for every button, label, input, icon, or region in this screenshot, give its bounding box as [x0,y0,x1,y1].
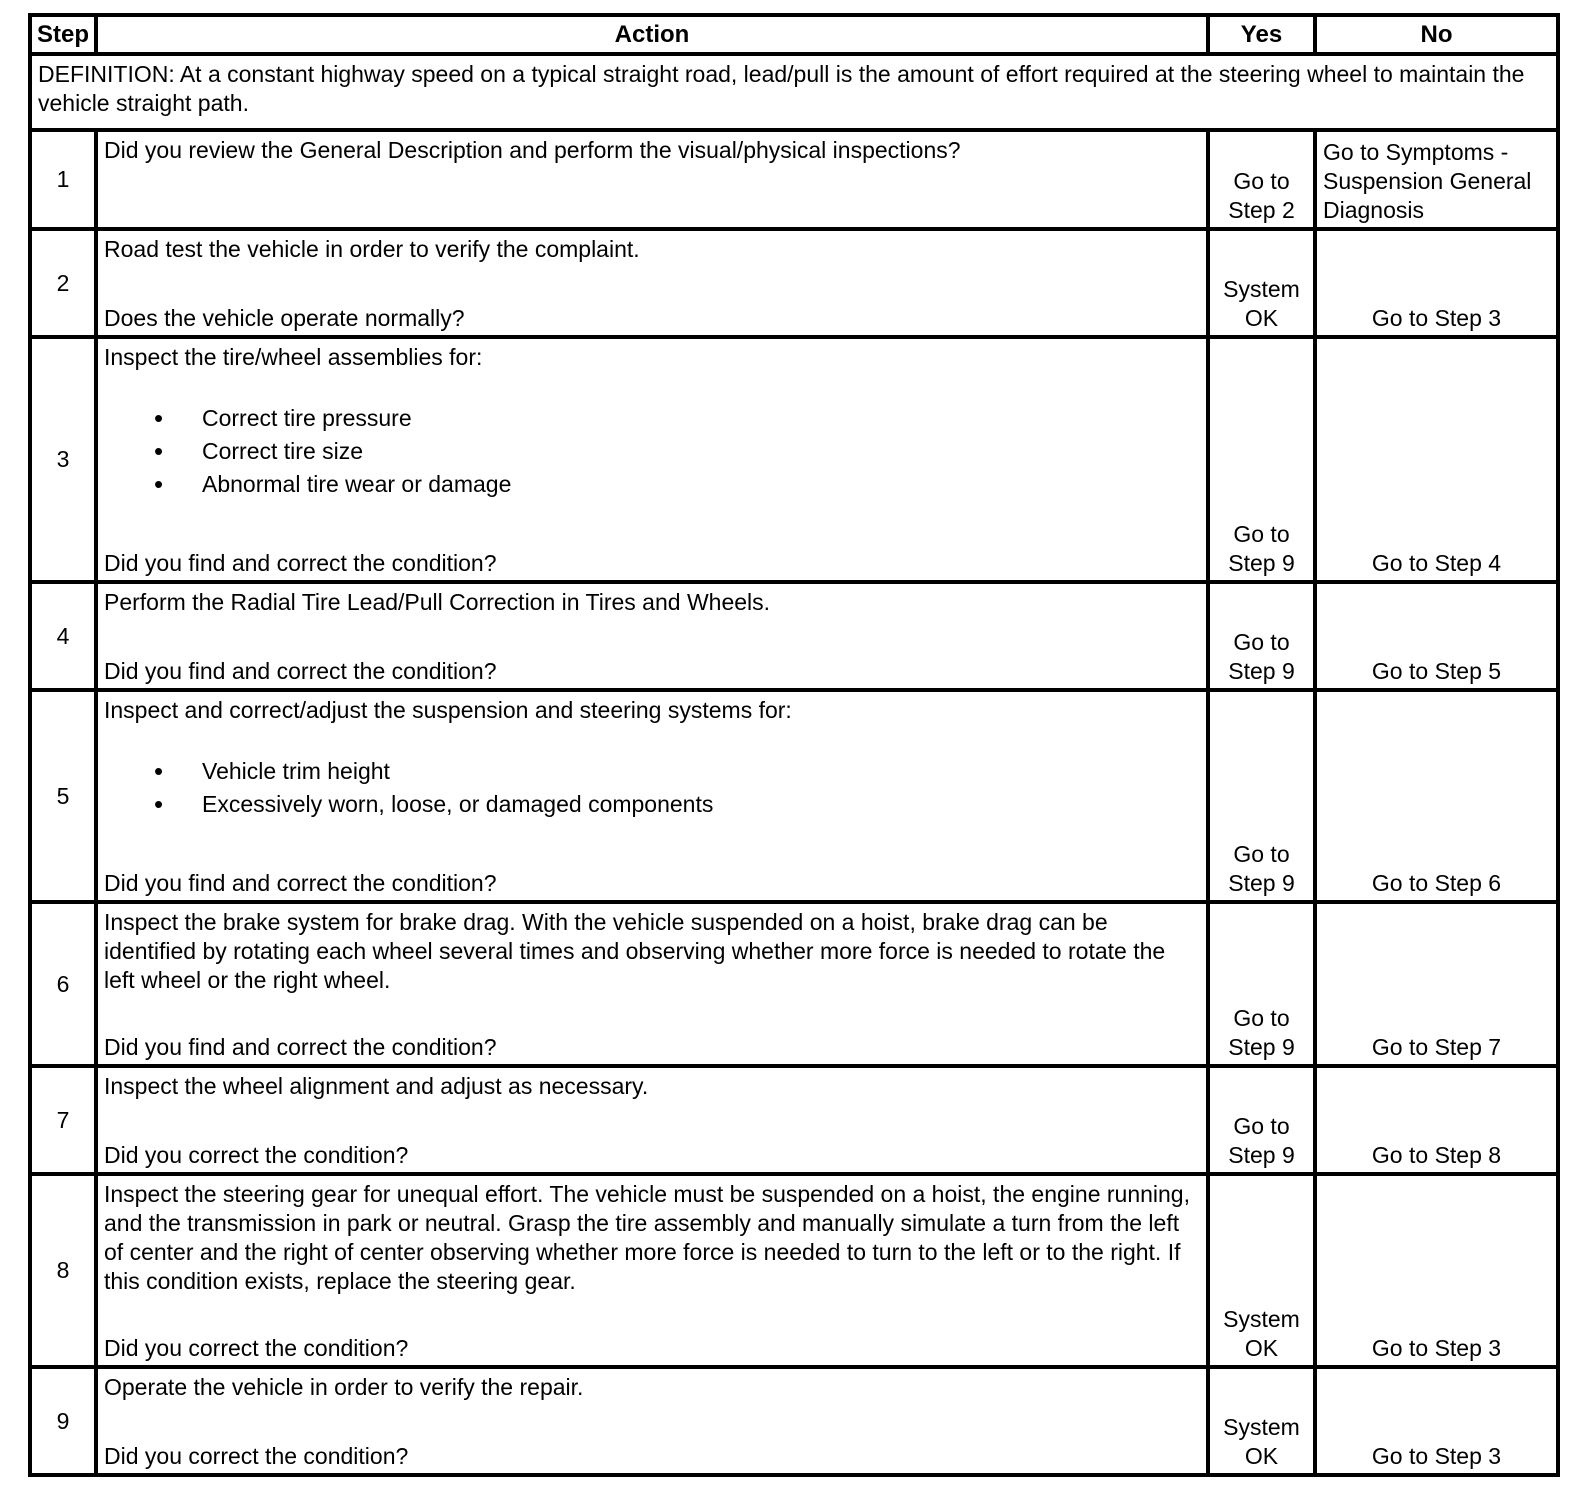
action-text: Inspect the wheel alignment and adjust as necessary. [104,1073,649,1099]
yes-cell: Go to Step 9 [1208,582,1315,690]
action-question: Did you correct the condition? [104,1142,409,1168]
no-cell: Go to Step 5 [1315,582,1558,690]
header-row [30,15,1558,54]
action-cell [96,229,1208,337]
step-number: 4 [30,582,96,690]
action-cell [96,337,1208,582]
no-cell: Go to Step 8 [1315,1066,1558,1174]
step-number: 1 [30,130,96,229]
action-question: Did you find and correct the condition? [104,658,497,684]
action-cell [96,1174,1208,1367]
no-cell: Go to Step 3 [1315,1367,1558,1475]
action-question: Did you correct the condition? [104,1443,409,1469]
no-cell: Go to Step 7 [1315,902,1558,1066]
yes-cell: Go to Step 9 [1208,337,1315,582]
table-row [30,1174,1558,1367]
no-cell: Go to Step 3 [1315,229,1558,337]
no-cell: Go to Step 6 [1315,690,1558,902]
table-row [30,690,1558,902]
no-cell: Go to Step 3 [1315,1174,1558,1367]
action-text: Inspect the brake system for brake drag. With the vehicle suspended on a hoist, brake drag can be identified by rotating each wheel several times and observing whether more force is needed to rotate the left wheel or the right wheel. [104,909,1166,993]
table-row [30,1367,1558,1475]
header-step: Step [30,15,96,54]
bullet-list [104,755,1200,821]
yes-cell: Go to Step 9 [1208,690,1315,902]
yes-cell: System OK [1208,1367,1315,1475]
list-item: • Correct tire pressure [104,402,1200,435]
action-cell [96,130,1208,229]
header-yes: Yes [1208,15,1315,54]
definition-text: DEFINITION: At a constant highway speed on a typical straight road, lead/pull is the amount of effort required at the steering wheel to maintain the vehicle straight path. [30,54,1558,130]
no-cell: Go to Symptoms - Suspension General Diagnosis [1315,130,1558,229]
yes-cell: Go to Step 9 [1208,902,1315,1066]
diagnostic-table [28,13,1560,1477]
action-cell [96,690,1208,902]
header-no: No [1315,15,1558,54]
action-question: Does the vehicle operate normally? [104,305,465,331]
action-question: Did you correct the condition? [104,1335,409,1361]
yes-cell: System OK [1208,229,1315,337]
step-number: 5 [30,690,96,902]
no-cell: Go to Step 4 [1315,337,1558,582]
step-number: 9 [30,1367,96,1475]
table-row [30,582,1558,690]
action-cell [96,582,1208,690]
definition-row [30,54,1558,130]
action-text: Perform the Radial Tire Lead/Pull Correction in Tires and Wheels. [104,589,771,615]
yes-cell: Go to Step 9 [1208,1066,1315,1174]
action-question: Did you find and correct the condition? [104,870,497,896]
action-text: Inspect and correct/adjust the suspension and steering systems for: [104,697,792,723]
action-cell [96,902,1208,1066]
list-item: • Correct tire size [104,435,1200,468]
action-text: Road test the vehicle in order to verify the complaint. [104,236,640,262]
step-number: 6 [30,902,96,1066]
list-item: • Abnormal tire wear or damage [104,468,1200,501]
header-action: Action [96,15,1208,54]
yes-cell: Go to Step 2 [1208,130,1315,229]
table-row [30,1066,1558,1174]
action-cell [96,1066,1208,1174]
yes-cell: System OK [1208,1174,1315,1367]
step-number: 8 [30,1174,96,1367]
step-number: 3 [30,337,96,582]
step-number: 7 [30,1066,96,1174]
action-question: Did you find and correct the condition? [104,550,497,576]
step-number: 2 [30,229,96,337]
bullet-list [104,402,1200,501]
list-item: • Excessively worn, loose, or damaged components [104,788,1200,821]
action-text: Did you review the General Description and perform the visual/physical inspections? [104,137,961,163]
action-text: Inspect the steering gear for unequal effort. The vehicle must be suspended on a hoist, the engine running, and the transmission in park or neutral. Grasp the tire assembly and manually simulate a turn from the left of center and the right of center observing whether more force is needed to turn to the left or to the right. If this condition exists, replace the steering gear. [104,1181,1190,1294]
action-question: Did you find and correct the condition? [104,1034,497,1060]
table-row [30,130,1558,229]
table-row [30,902,1558,1066]
table-row [30,229,1558,337]
action-text: Operate the vehicle in order to verify the repair. [104,1374,584,1400]
table-row [30,337,1558,582]
action-text: Inspect the tire/wheel assemblies for: [104,344,483,370]
list-item: • Vehicle trim height [104,755,1200,788]
action-cell [96,1367,1208,1475]
